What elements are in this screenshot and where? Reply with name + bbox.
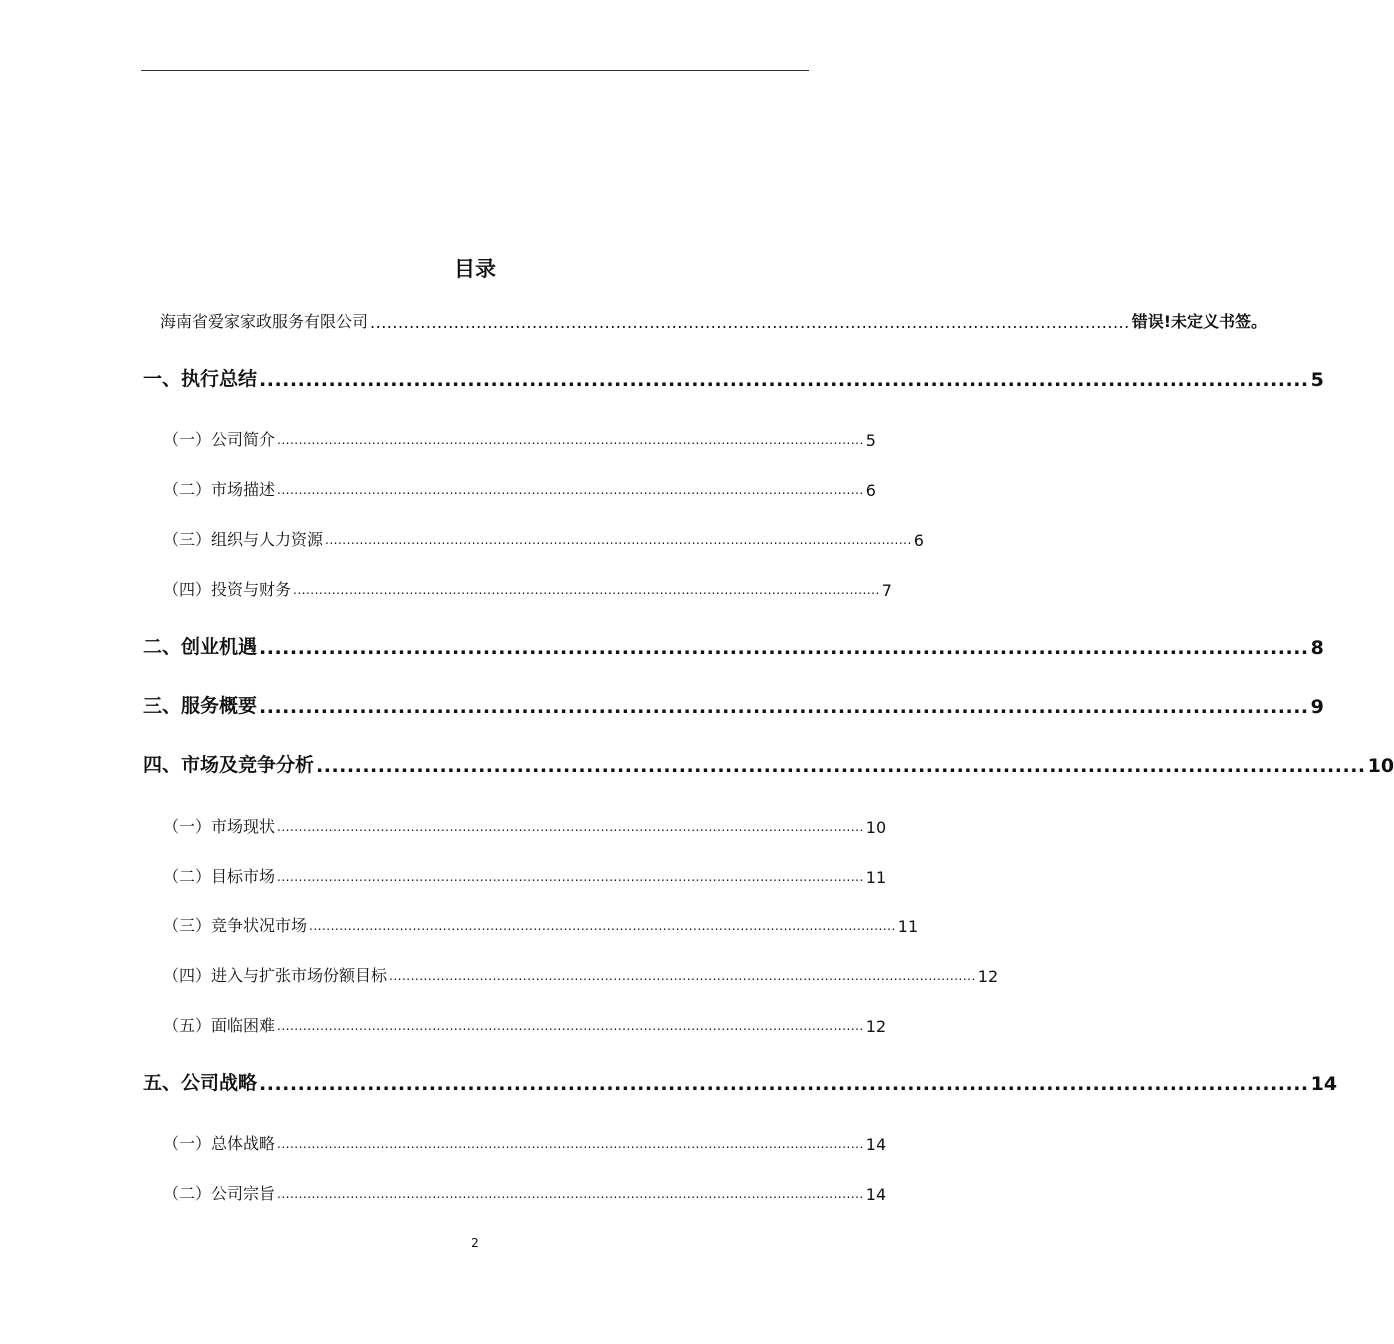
toc-entry-label: （五）面临困难 <box>163 1016 276 1035</box>
toc-leader: ........................................................................................................................................ <box>277 1187 864 1201</box>
toc-entry-label: 一、执行总结 <box>143 368 258 390</box>
toc-entry-4-4[interactable] <box>163 962 999 986</box>
toc-entry-page: 7 <box>881 581 892 600</box>
toc-entry-page: 5 <box>1310 369 1324 391</box>
toc-entry-label: （二）目标市场 <box>163 867 276 886</box>
toc-leader: ........................................................................................................................................ <box>277 820 864 834</box>
toc-entry-page: 14 <box>865 1185 887 1204</box>
toc-entry-label: 二、创业机遇 <box>143 636 258 658</box>
toc-entry-label: （三）竞争状况市场 <box>163 916 308 935</box>
toc-leader: ........................................................................................................................................ <box>277 1137 864 1151</box>
toc-entry-1-2[interactable] <box>163 476 876 500</box>
toc-entry-company[interactable] <box>160 308 1268 332</box>
toc-leader: ........................................................................................................................................ <box>259 637 1309 659</box>
toc-entry-1-3[interactable] <box>163 526 924 550</box>
toc-entry-4-3[interactable] <box>163 912 919 936</box>
toc-entry-label: （二）公司宗旨 <box>163 1184 276 1203</box>
toc-entry-label: （一）市场现状 <box>163 817 276 836</box>
toc-leader: ........................................................................................................................................ <box>277 483 864 497</box>
toc-entry-label: （四）进入与扩张市场份额目标 <box>163 966 388 985</box>
toc-entry-section-5[interactable] <box>143 1067 1338 1095</box>
toc-entry-page: 14 <box>1310 1073 1338 1095</box>
toc-leader: ........................................................................................................................................ <box>277 433 864 447</box>
toc-leader: ........................................................................................................................................ <box>277 870 864 884</box>
toc-entry-page: 错误!未定义书签。 <box>1131 312 1268 331</box>
toc-entry-page: 6 <box>865 481 876 500</box>
toc-entry-page: 10 <box>865 818 887 837</box>
toc-leader: ........................................................................................................................................ <box>389 969 976 983</box>
toc-entry-page: 9 <box>1310 696 1324 718</box>
toc-entry-label: （一）总体战略 <box>163 1134 276 1153</box>
toc-entry-label: 海南省爱家家政服务有限公司 <box>160 312 369 331</box>
toc-entry-label: 五、公司战略 <box>143 1072 258 1094</box>
toc-entry-label: （二）市场描述 <box>163 480 276 499</box>
toc-entry-label: （一）公司简介 <box>163 430 276 449</box>
toc-leader: ........................................................................................................................................ <box>259 1073 1309 1095</box>
toc-leader: ........................................................................................................................................ <box>259 369 1309 391</box>
toc-entry-section-2[interactable] <box>143 631 1324 659</box>
toc-entry-page: 11 <box>865 868 887 887</box>
toc-entry-5-2[interactable] <box>163 1180 887 1204</box>
toc-entry-page: 6 <box>913 531 924 550</box>
toc-entry-4-5[interactable] <box>163 1012 887 1036</box>
toc-entry-1-1[interactable] <box>163 426 876 450</box>
toc-entry-label: 四、市场及竞争分析 <box>143 754 315 776</box>
toc-entry-page: 8 <box>1310 637 1324 659</box>
toc-entry-1-4[interactable] <box>163 576 892 600</box>
page-number: 2 <box>471 1236 479 1250</box>
toc-leader: ........................................................................................................................................ <box>259 696 1309 718</box>
toc-entry-label: 三、服务概要 <box>143 695 258 717</box>
toc-entry-4-1[interactable] <box>163 813 887 837</box>
toc-entry-label: （三）组织与人力资源 <box>163 530 324 549</box>
toc-entry-5-1[interactable] <box>163 1130 887 1154</box>
toc-leader: ........................................................................................................................................ <box>325 533 912 547</box>
toc-leader: ........................................................................................................................................ <box>316 755 1366 777</box>
toc-entry-page: 12 <box>865 1017 887 1036</box>
toc-entry-page: 12 <box>977 967 999 986</box>
toc-entry-page: 14 <box>865 1135 887 1154</box>
toc-entry-page: 5 <box>865 431 876 450</box>
header-rule <box>141 70 809 71</box>
toc-title: 目录 <box>454 257 496 281</box>
toc-leader: ........................................................................................................................................ <box>309 919 896 933</box>
toc-leader: ........................................................................................................................................ <box>293 583 880 597</box>
toc-leader: ........................................................................................................................................ <box>370 313 1130 332</box>
toc-entry-4-2[interactable] <box>163 863 887 887</box>
toc-entry-section-4[interactable] <box>143 749 1394 777</box>
toc-entry-label: （四）投资与财务 <box>163 580 292 599</box>
toc-entry-page: 11 <box>897 917 919 936</box>
toc-entry-section-3[interactable] <box>143 690 1324 718</box>
toc-leader: ........................................................................................................................................ <box>277 1019 864 1033</box>
toc-entry-section-1[interactable] <box>143 363 1324 391</box>
toc-entry-page: 10 <box>1367 755 1394 777</box>
